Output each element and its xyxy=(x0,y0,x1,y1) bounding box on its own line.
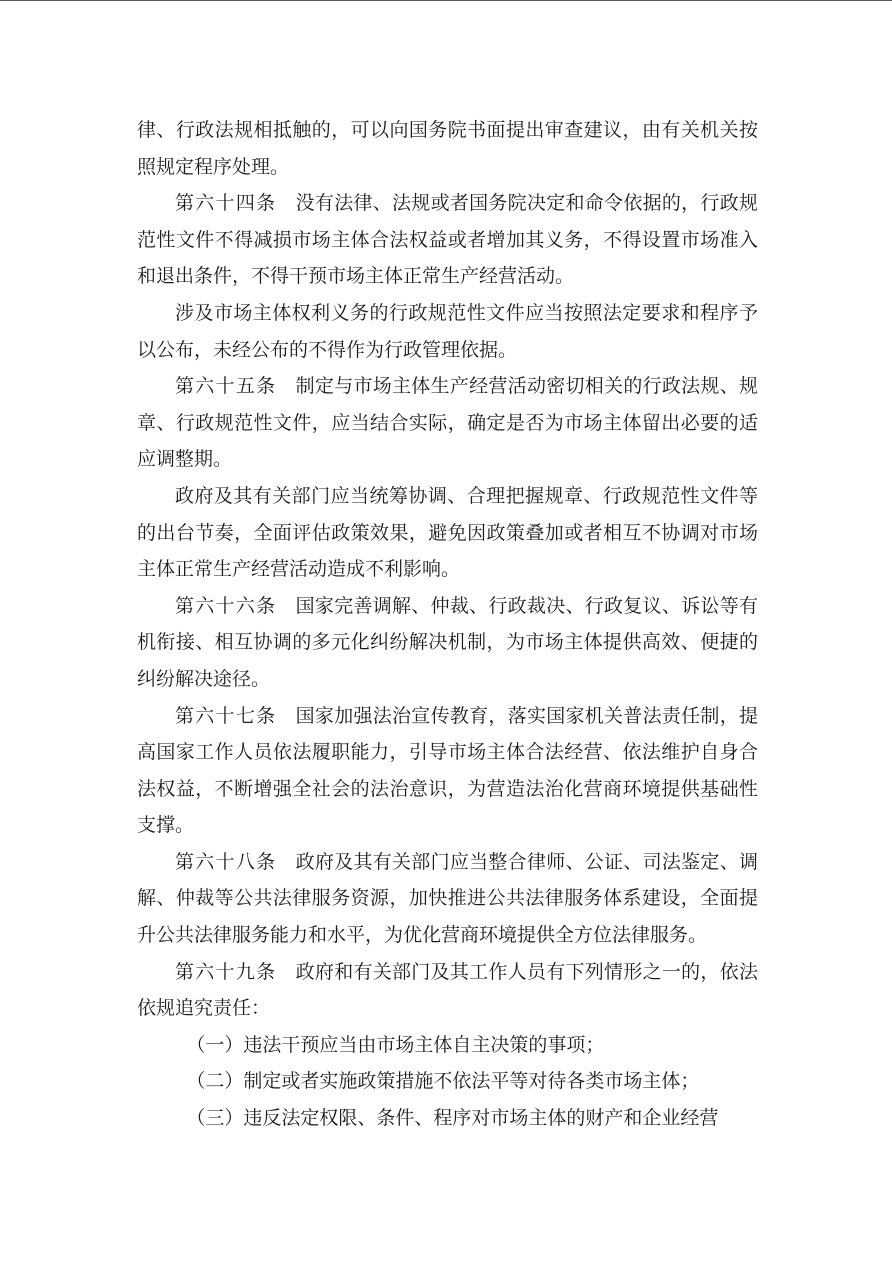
list-item: （一）违法干预应当由市场主体自主决策的事项； xyxy=(186,1033,605,1056)
list-item: （三）违反法定权限、条件、程序对市场主体的财产和企业经营 xyxy=(186,1107,719,1130)
article-number: 第六十八条 xyxy=(175,850,277,873)
article-number: 第六十九条 xyxy=(175,960,277,983)
paragraph xyxy=(137,478,758,588)
article-number: 第六十四条 xyxy=(175,192,277,215)
article-number: 第六十六条 xyxy=(175,594,277,617)
article-number: 第六十五条 xyxy=(175,375,277,398)
article-65 xyxy=(137,368,758,478)
document-page xyxy=(137,112,758,1137)
paragraph-text: 政府和有关部门及其工作人员有下列情形之一的，依法依规追究责任： xyxy=(137,960,758,1020)
page-top-border xyxy=(0,0,892,1)
paragraph-text: 政府及其有关部门应当整合律师、公证、司法鉴定、调解、仲裁等公共法律服务资源，加快推进公共法律服务体系建设，全面提升公共法律服务能力和水平，为优化营商环境提供全方位法律服务。 xyxy=(137,850,758,947)
paragraph xyxy=(137,295,758,368)
paragraph-text: 政府及其有关部门应当统筹协调、合理把握规章、行政规范性文件等的出台节奏，全面评估政策效果，避免因政策叠加或者相互不协调对市场主体正常生产经营活动造成不利影响。 xyxy=(137,484,758,581)
paragraph-text: 涉及市场主体权利义务的行政规范性文件应当按照法定要求和程序予以公布，未经公布的不得作为行政管理依据。 xyxy=(137,301,758,361)
paragraph-text: 没有法律、法规或者国务院决定和命令依据的，行政规范性文件不得减损市场主体合法权益或者增加其义务，不得设置市场准入和退出条件，不得干预市场主体正常生产经营活动。 xyxy=(137,192,758,288)
article-66 xyxy=(137,588,758,698)
paragraph-text: 制定与市场主体生产经营活动密切相关的行政法规、规章、行政规范性文件，应当结合实际，确定是否为市场主体留出必要的适应调整期。 xyxy=(137,375,758,471)
article-67 xyxy=(137,698,758,844)
paragraph-text: 国家加强法治宣传教育，落实国家机关普法责任制，提高国家工作人员依法履职能力，引导市场主体合法经营、依法维护自身合法权益，不断增强全社会的法治意识，为营造法治化营商环境提供基础性支撑。 xyxy=(137,704,758,837)
list-item: （二）制定或者实施政策措施不依法平等对待各类市场主体； xyxy=(186,1070,700,1093)
article-number: 第六十七条 xyxy=(175,704,277,727)
article-68 xyxy=(137,844,758,954)
article-69 xyxy=(137,954,758,1027)
article-64 xyxy=(137,185,758,295)
paragraph-text: 国家完善调解、仲裁、行政裁决、行政复议、诉讼等有机衔接、相互协调的多元化纠纷解决机制，为市场主体提供高效、便捷的纠纷解决途径。 xyxy=(137,594,758,690)
paragraph-text: 律、行政法规相抵触的，可以向国务院书面提出审查建议，由有关机关按照规定程序处理。 xyxy=(137,119,758,178)
paragraph-continuation xyxy=(137,112,758,185)
